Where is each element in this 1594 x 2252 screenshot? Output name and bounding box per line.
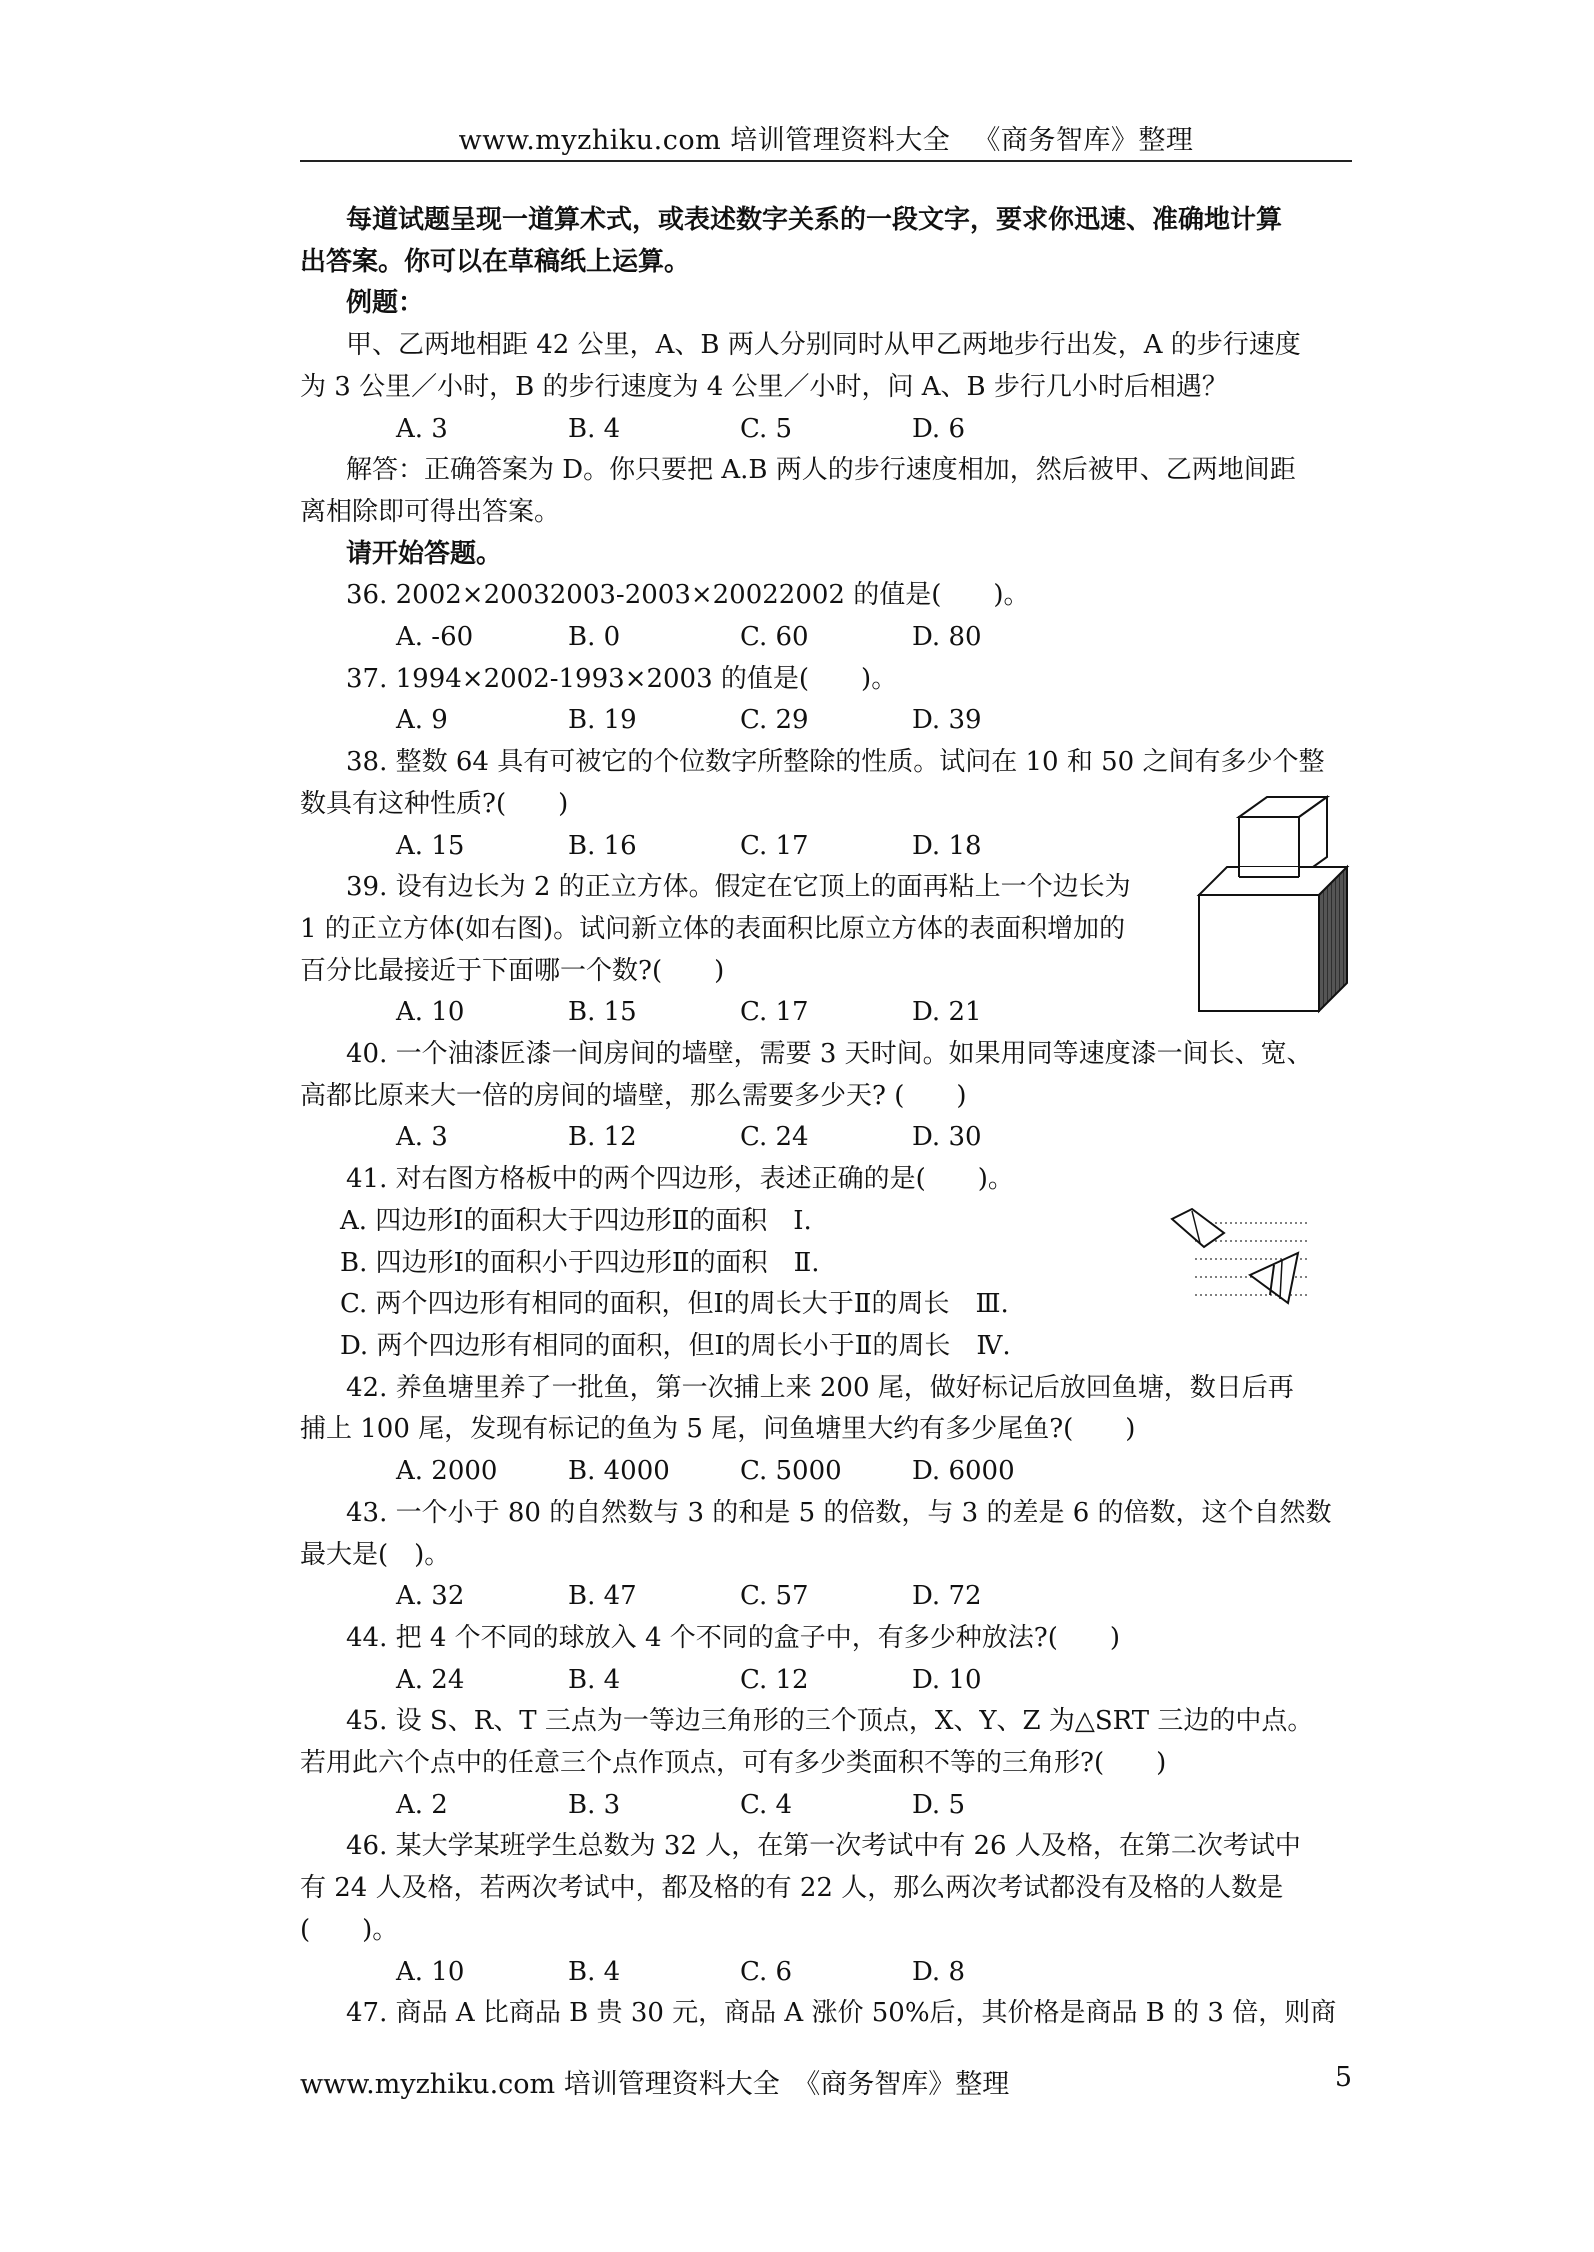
option: C. 24: [740, 1122, 809, 1153]
option: C. 60: [740, 622, 809, 653]
quadrilateral-grid-figure: [1170, 1205, 1315, 1315]
answer-line: 解答：正确答案为 D。你只要把 A.B 两人的步行速度相加，然后被甲、乙两地间距: [346, 455, 1296, 486]
question-38: 38. 整数 64 具有可被它的个位数字所整除的性质。试问在 10 和 50 之间有多少个整: [346, 747, 1325, 778]
example-line: 甲、乙两地相距 42 公里，A、B 两人分别同时从甲乙两地步行出发，A 的步行速度: [346, 330, 1301, 361]
option: B. 四边形Ⅰ的面积小于四边形Ⅱ的面积 Ⅱ.: [340, 1247, 820, 1278]
option: B. 19: [568, 705, 637, 736]
option: C. 4: [740, 1789, 793, 1820]
start-prompt: 请开始答题。: [346, 538, 503, 569]
option: C. 17: [740, 997, 809, 1028]
option: D. 6: [912, 413, 965, 444]
option: A. 32: [396, 1581, 465, 1612]
option: C. 57: [740, 1581, 809, 1612]
question-41: 41. 对右图方格板中的两个四边形，表述正确的是( )。: [346, 1164, 1014, 1195]
question-39: 1 的正立方体(如右图)。试问新立体的表面积比原立方体的表面积增加的: [300, 913, 1126, 944]
option: C. 12: [740, 1664, 809, 1695]
option: D. 72: [912, 1581, 982, 1612]
question-45: 45. 设 S、R、T 三点为一等边三角形的三个顶点，X、Y、Z 为△SRT 三边的中点。: [346, 1706, 1314, 1737]
option: C. 5000: [740, 1456, 842, 1487]
question-40: 高都比原来大一倍的房间的墙壁，那么需要多少天? ( ): [300, 1080, 967, 1111]
option: A. 3: [396, 413, 448, 444]
question-38: 数具有这种性质?( ): [300, 788, 569, 819]
option: B. 3: [568, 1789, 621, 1820]
intro-line: 出答案。你可以在草稿纸上运算。: [300, 246, 691, 277]
option: B. 47: [568, 1581, 637, 1612]
question-37: 37. 1994×2002-1993×2003 的值是( )。: [346, 663, 898, 694]
option: D. 10: [912, 1664, 982, 1695]
big-cube-front: [1199, 895, 1319, 1011]
option: D. 6000: [912, 1456, 1015, 1487]
option: A. -60: [396, 622, 474, 653]
question-46: ( )。: [300, 1914, 399, 1945]
question-40-options: [300, 1117, 1352, 1159]
option: D. 8: [912, 1956, 965, 1987]
example-options: [300, 409, 1352, 451]
option: D. 39: [912, 705, 982, 736]
option: D. 80: [912, 622, 982, 653]
question-36: 36. 2002×20032003-2003×20022002 的值是( )。: [346, 580, 1030, 611]
option: C. 5: [740, 413, 793, 444]
option: A. 3: [396, 1122, 448, 1153]
option: A. 2: [396, 1789, 448, 1820]
question-42-options: [300, 1451, 1352, 1493]
option: A. 2000: [396, 1456, 498, 1487]
option: B. 4: [568, 1664, 621, 1695]
example-label: 例题：: [346, 288, 425, 319]
example-line: 为 3 公里／小时，B 的步行速度为 4 公里／小时，问 A、B 步行几小时后相遇？: [300, 371, 1228, 402]
option: D. 21: [912, 997, 982, 1028]
question-43-options: [300, 1576, 1352, 1618]
option: D. 两个四边形有相同的面积，但Ⅰ的周长小于Ⅱ的周长 Ⅳ.: [340, 1330, 1011, 1361]
question-44-options: [300, 1660, 1352, 1702]
option: D. 30: [912, 1122, 982, 1153]
option: B. 4: [568, 1956, 621, 1987]
question-42: 42. 养鱼塘里养了一批鱼，第一次捕上来 200 尾，做好标记后放回鱼塘，数日后再: [346, 1372, 1294, 1403]
question-42: 捕上 100 尾，发现有标记的鱼为 5 尾，问鱼塘里大约有多少尾鱼?( ): [300, 1414, 1136, 1445]
option: B. 4: [568, 413, 621, 444]
option: A. 24: [396, 1664, 465, 1695]
option: C. 29: [740, 705, 809, 736]
question-37-options: [300, 700, 1352, 742]
footer-text: www.myzhiku.com 培训管理资料大全 《商务智库》整理: [300, 2069, 1010, 2100]
question-39: 39. 设有边长为 2 的正立方体。假定在它顶上的面再粘上一个边长为: [346, 872, 1131, 903]
option: D. 5: [912, 1789, 965, 1820]
answer-line: 离相除即可得出答案。: [300, 496, 561, 527]
question-36-options: [300, 617, 1352, 659]
question-46-options: [300, 1952, 1352, 1994]
question-43: 43. 一个小于 80 的自然数与 3 的和是 5 的倍数，与 3 的差是 6 的倍数，这个自然数: [346, 1497, 1332, 1528]
option: A. 9: [396, 705, 448, 736]
question-46: 46. 某大学某班学生总数为 32 人，在第一次考试中有 26 人及格，在第二次考试中: [346, 1831, 1301, 1862]
option: B. 0: [568, 622, 621, 653]
option: D. 18: [912, 830, 982, 861]
question-43: 最大是( )。: [300, 1539, 451, 1570]
page-number: 5: [1334, 2062, 1352, 2093]
option: C. 17: [740, 830, 809, 861]
question-46: 有 24 人及格，若两次考试中，都及格的有 22 人，那么两次考试都没有及格的人数是: [300, 1873, 1284, 1904]
question-45: 若用此六个点中的任意三个点作顶点，可有多少类面积不等的三角形?( ): [300, 1748, 1167, 1779]
cube-figure: [1195, 795, 1355, 1015]
option: C. 两个四边形有相同的面积，但Ⅰ的周长大于Ⅱ的周长 Ⅲ.: [340, 1289, 1009, 1320]
question-39: 百分比最接近于下面哪一个数?( ): [300, 955, 725, 986]
question-45-options: [300, 1785, 1352, 1827]
option: B. 15: [568, 997, 637, 1028]
page-header: www.myzhiku.com 培训管理资料大全 《商务智库》整理: [458, 125, 1194, 156]
question-47: 47. 商品 A 比商品 B 贵 30 元，商品 A 涨价 50%后，其价格是商品 B 的 3 倍，则商: [346, 1998, 1337, 2029]
option: A. 15: [396, 830, 465, 861]
option: B. 16: [568, 830, 637, 861]
question-44: 44. 把 4 个不同的球放入 4 个不同的盒子中，有多少种放法?( ): [346, 1622, 1120, 1653]
question-40: 40. 一个油漆匠漆一间房间的墙壁，需要 3 天时间。如果用同等速度漆一间长、宽、: [346, 1039, 1313, 1070]
header-rule: [300, 160, 1352, 162]
option: B. 12: [568, 1122, 637, 1153]
page-footer: [300, 2062, 1352, 2101]
option: C. 6: [740, 1956, 793, 1987]
intro-line: 每道试题呈现一道算术式，或表述数字关系的一段文字，要求你迅速、准确地计算: [346, 205, 1283, 235]
option: A. 四边形Ⅰ的面积大于四边形Ⅱ的面积 Ⅰ.: [340, 1205, 812, 1236]
option: B. 4000: [568, 1456, 670, 1487]
page-content: [300, 200, 1352, 2035]
option: A. 10: [396, 997, 465, 1028]
option: A. 10: [396, 1956, 465, 1987]
